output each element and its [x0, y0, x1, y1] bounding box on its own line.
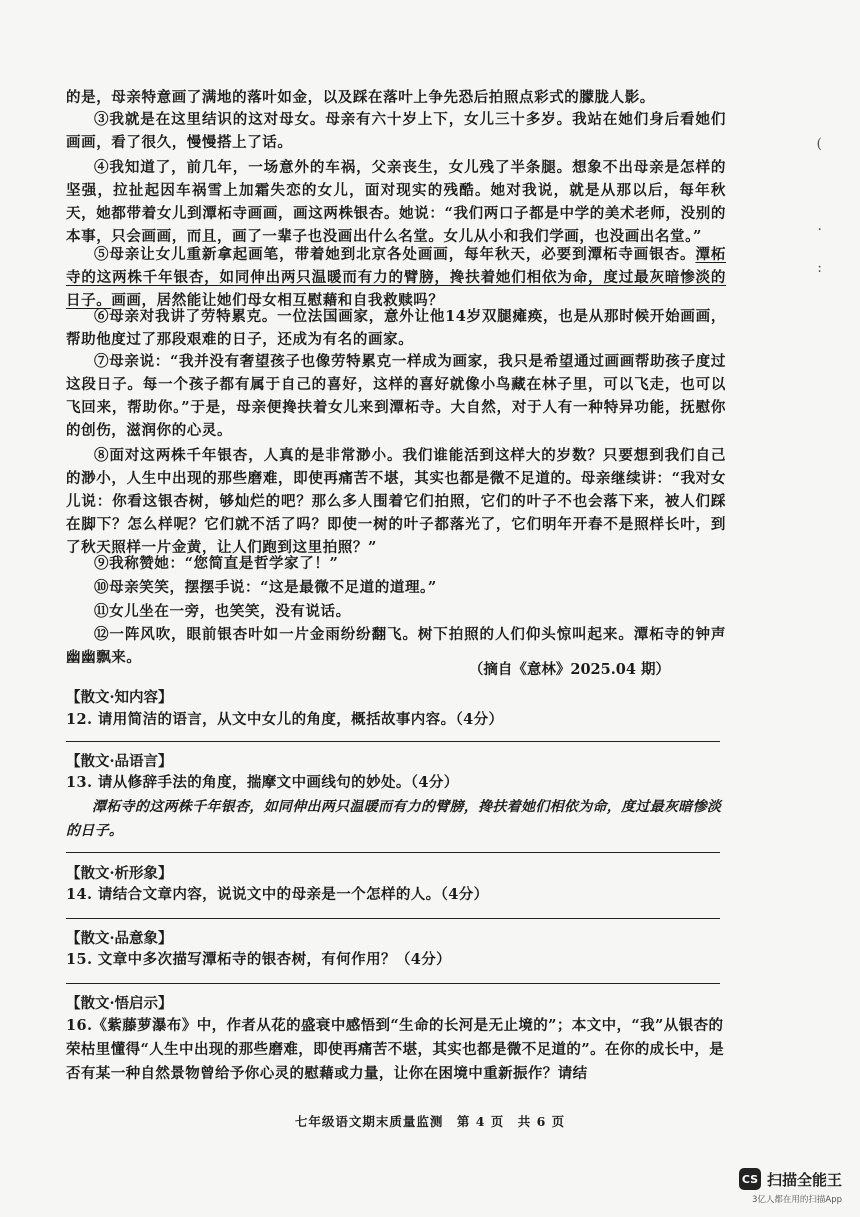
paragraph-12: ⑫一阵风吹，眼前银杏叶如一片金雨纷纷翻飞。树下拍照的人们仰头惊叫起来。潭柘寺的钟声幽幽飘来。: [66, 626, 726, 666]
answer-line-14[interactable]: [66, 918, 720, 919]
camscanner-logo-icon: CS: [739, 1168, 761, 1190]
paragraph-9: ⑨我称赞她：“您简直是哲学家了！”: [94, 555, 339, 572]
question-13: 13. 请从修辞手法的角度，揣摩文中画线句的妙处。（4分）: [66, 774, 459, 791]
section-title-14: 【散文·析形象】: [66, 865, 173, 882]
paragraph-5-question: 画画，居然能让她们母女相互慰藉和自我救赎吗？: [111, 292, 444, 309]
answer-line-15[interactable]: [66, 983, 720, 984]
source-citation: （摘自《意林》2025.04 期）: [468, 661, 670, 678]
underlined-sentence: 潭柘寺的这两株千年银杏，如同伸出两只温暖而有力的臂膀，搀扶着她们相依为命，度过最灰暗惨淡的日子。: [66, 246, 726, 309]
section-title-12: 【散文·知内容】: [66, 689, 173, 706]
question-15: 15. 文章中多次描写潭柘寺的银杏树，有何作用？（4分）: [66, 951, 452, 968]
paragraph-6: ⑥母亲对我讲了劳特累克。一位法国画家，意外让他14岁双腿瘫痪，也是从那时候开始画画，帮助他度过了那段艰难的日子，还成为有名的画家。: [66, 308, 726, 348]
paragraph-11: ⑪女儿坐在一旁，也笑笑，没有说话。: [94, 603, 351, 620]
scanner-watermark: [739, 1168, 842, 1205]
paragraph-2-end: 的是，母亲特意画了满地的落叶如金，以及踩在落叶上争先恐后拍照点彩式的朦胧人影。: [66, 89, 655, 106]
paragraph-4: ④我知道了，前几年，一场意外的车祸，父亲丧生，女儿残了半条腿。想象不出母亲是怎样的坚强，拉扯起因车祸雪上加霜失恋的女儿，面对现实的残酷。她对我说，就是从那以后，每年秋天，她都带着女儿到潭柘寺画画，画这两株银杏。她说：“我们两口子都是中学的美术老师，没别的本事，只会画画，而且，画了一辈子也没画出什么名堂。女儿从小和我们学画，也没画出名堂。”: [66, 159, 726, 245]
question-14: 14. 请结合文章内容，说说文中的母亲是一个怎样的人。（4分）: [66, 886, 489, 903]
margin-mark: ·: [817, 222, 822, 238]
section-title-13: 【散文·品语言】: [66, 753, 173, 770]
margin-mark: :: [817, 260, 822, 276]
watermark-brand: 扫描全能王: [766, 1170, 842, 1189]
margin-mark: (: [816, 136, 822, 152]
paragraph-8: ⑧面对这两株千年银杏，人真的是非常渺小。我们谁能活到这样大的岁数？只要想到我们自己的渺小，人生中出现的那些磨难，即使再痛苦不堪，其实也都是微不足道的。母亲继续讲：“我对女儿说：你看这银杏树，够灿烂的吧？那么多人围着它们拍照，它们的叶子不也会落下来，被人们踩在脚下？怎么样呢？它们就不活了吗？即使一树的叶子都落光了，它们明年开春不是照样长叶，到了秋天照样一片金黄，让人们跑到这里拍照？”: [66, 447, 726, 556]
paragraph-5-intro: ⑤母亲让女儿重新拿起画笔，带着她到北京各处画画，每年秋天，必要到潭柘寺画银杏。: [94, 246, 696, 263]
answer-line-13[interactable]: [66, 852, 720, 853]
paragraph-5: [66, 243, 726, 312]
paragraph-3: ③我就是在这里结识的这对母女。母亲有六十岁上下，女儿三十多岁。我站在她们身后看她们画画，看了很久，慢慢搭上了话。: [66, 111, 726, 151]
section-title-15: 【散文·品意象】: [66, 930, 173, 947]
page-footer: 七年级语文期末质量监测 第 4 页 共 6 页: [294, 1114, 566, 1129]
question-13-quote: 潭柘寺的这两株千年银杏，如同伸出两只温暖而有力的臂膀，搀扶着她们相依为命，度过最灰暗惨淡的日子。: [66, 799, 722, 839]
question-16: 16.《紫藤萝瀑布》中，作者从花的盛衰中感悟到“生命的长河是无止境的”；本文中，“我”从银杏的荣枯里懂得“人生中出现的那些磨难，即使再痛苦不堪，其实也都是微不足道的”。在你的成长中，是否有某一种自然景物曾给予你心灵的慰藉或力量，让你在困境中重新振作？请结: [66, 1017, 725, 1082]
question-12: 12. 请用简洁的语言，从文中女儿的角度，概括故事内容。（4分）: [66, 711, 504, 728]
section-title-16: 【散文·悟启示】: [66, 995, 173, 1012]
paragraph-7: ⑦母亲说：“我并没有奢望孩子也像劳特累克一样成为画家，我只是希望通过画画帮助孩子度过这段日子。每一个孩子都有属于自己的喜好，这样的喜好就像小鸟藏在林子里，可以飞走，也可以飞回来，帮助你。”于是，母亲便搀扶着女儿来到潭柘寺。大自然，对于人有一种特异功能，抚慰你的创伤，滋润你的心灵。: [66, 353, 726, 439]
answer-line-12[interactable]: [66, 741, 720, 742]
paragraph-10: ⑩母亲笑笑，摆摆手说：“这是最微不足道的道理。”: [94, 579, 437, 596]
watermark-tagline: 3亿人都在用的扫描App: [751, 1195, 842, 1205]
